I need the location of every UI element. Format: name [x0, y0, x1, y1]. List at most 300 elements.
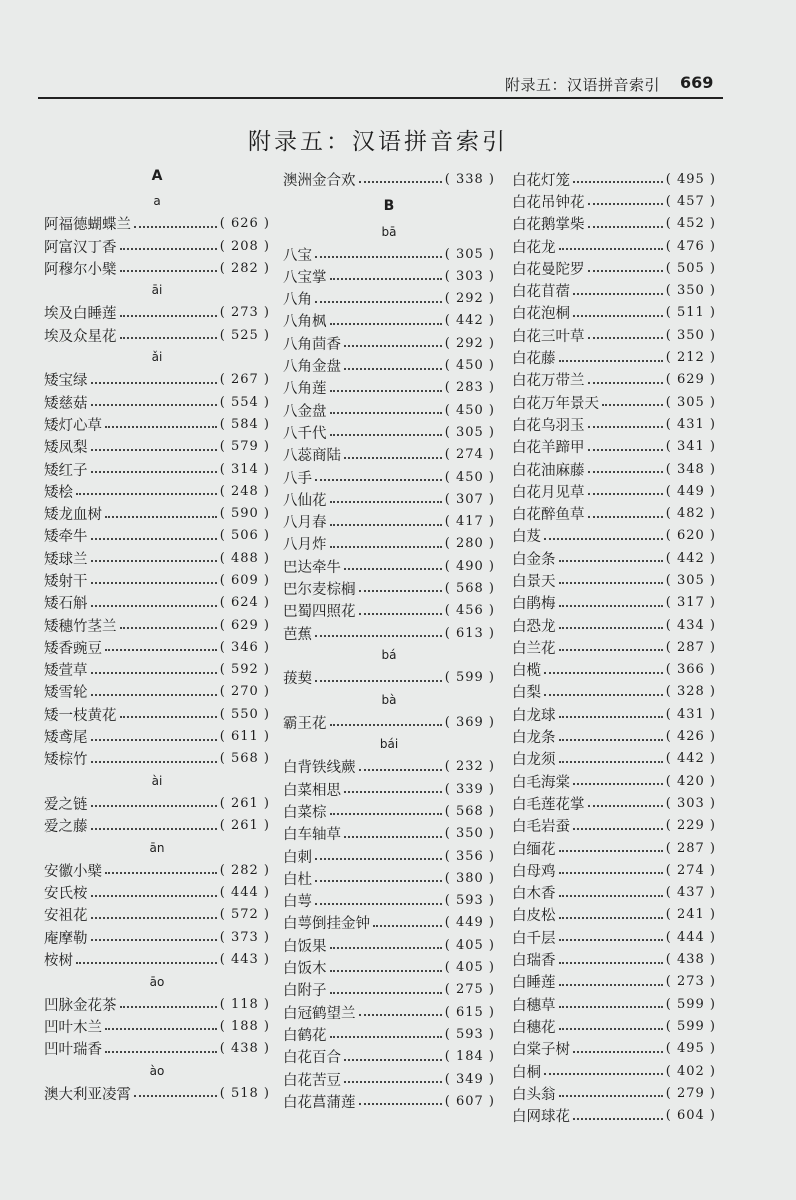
leader-dots [330, 724, 442, 726]
entry-page: ( 452 ) [665, 216, 716, 232]
leader-dots [559, 649, 663, 651]
leader-dots [76, 493, 217, 495]
entry-name: 八角茴香 [283, 336, 341, 353]
entry-page: ( 626 ) [219, 216, 270, 232]
entry-name: 白冠鹤望兰 [283, 1005, 356, 1022]
entry-name: 埃及白睡莲 [44, 306, 117, 323]
entry-name: 白瑞香 [512, 953, 556, 970]
index-entry [283, 354, 495, 376]
index-entry [44, 302, 270, 324]
leader-dots [330, 434, 442, 436]
entry-name: 白花菖蒲莲 [283, 1094, 356, 1111]
entry-name: 白萼 [283, 894, 312, 911]
entry-page: ( 305 ) [444, 424, 495, 440]
entry-name: 白饭果 [283, 938, 327, 955]
leader-dots [315, 680, 442, 682]
entry-name: 白穗花 [512, 1019, 556, 1036]
index-entry [44, 413, 270, 435]
index-entry [283, 332, 495, 354]
leader-dots [559, 939, 663, 941]
leader-dots [91, 560, 217, 562]
index-entry [283, 533, 495, 555]
leader-dots [559, 984, 663, 986]
entry-name: 白千层 [512, 930, 556, 947]
header-rule [38, 97, 723, 99]
entry-name: 白花藤 [512, 351, 556, 368]
entry-page: ( 273 ) [219, 305, 270, 321]
leader-dots [134, 226, 217, 228]
entry-page: ( 417 ) [444, 514, 495, 530]
leader-dots [588, 805, 663, 807]
leader-dots [373, 925, 442, 927]
entry-page: ( 613 ) [444, 625, 495, 641]
leader-dots [573, 181, 663, 183]
entry-page: ( 314 ) [219, 461, 270, 477]
leader-dots [330, 524, 442, 526]
index-entry [512, 235, 716, 257]
leader-dots [91, 605, 217, 607]
pinyin-heading: bā [381, 224, 397, 239]
entry-name: 白花鹅掌柴 [512, 217, 585, 234]
leader-dots [544, 1073, 663, 1075]
entry-name: 白车轴草 [283, 827, 341, 844]
entry-name: 矮射干 [44, 573, 88, 590]
entry-name: 菝葜 [283, 671, 312, 688]
entry-name: 八月春 [283, 515, 327, 532]
entry-name: 埃及众星花 [44, 328, 117, 345]
index-entry [283, 912, 495, 934]
section-letter: B [383, 198, 395, 215]
entry-page: ( 449 ) [665, 483, 716, 499]
leader-dots [105, 649, 217, 651]
leader-dots [559, 1028, 663, 1030]
leader-dots [559, 248, 663, 250]
leader-dots [344, 568, 442, 570]
leader-dots [588, 493, 663, 495]
entry-name: 白花灯笼 [512, 172, 570, 189]
entry-page: ( 568 ) [444, 580, 495, 596]
leader-dots [315, 880, 442, 882]
index-entry [283, 421, 495, 443]
entry-name: 安氏桉 [44, 886, 88, 903]
leader-dots [573, 783, 663, 785]
entry-name: 白花油麻藤 [512, 462, 585, 479]
index-entry [283, 466, 495, 488]
entry-page: ( 511 ) [665, 305, 716, 321]
index-entry [44, 436, 270, 458]
index-entry [44, 324, 270, 346]
index-entry [283, 600, 495, 622]
pinyin-heading: bái [379, 737, 399, 752]
entry-name: 白花苦豆 [283, 1072, 341, 1089]
pinyin-heading: a [153, 194, 161, 209]
entry-page: ( 579 ) [219, 439, 270, 455]
index-entry [512, 257, 716, 279]
index-entry [44, 703, 270, 725]
entry-name: 凹叶瑞香 [44, 1042, 102, 1059]
leader-dots [559, 761, 663, 763]
entry-name: 白花醉鱼草 [512, 507, 585, 524]
index-entry [44, 725, 270, 747]
entry-name: 白皮松 [512, 908, 556, 925]
entry-page: ( 292 ) [444, 291, 495, 307]
entry-page: ( 593 ) [444, 893, 495, 909]
entry-page: ( 568 ) [444, 803, 495, 819]
index-entry [44, 1038, 270, 1060]
index-entry [512, 547, 716, 569]
entry-name: 霸王花 [283, 715, 327, 732]
entry-name: 庵摩勒 [44, 930, 88, 947]
leader-dots [573, 828, 663, 830]
pinyin-heading: bà [381, 692, 397, 707]
index-entry [512, 1038, 716, 1060]
index-entry [512, 480, 716, 502]
entry-page: ( 620 ) [665, 528, 716, 544]
index-entry [44, 213, 270, 235]
entry-name: 白花万年景天 [512, 395, 599, 412]
index-entry [44, 458, 270, 480]
leader-dots [76, 962, 217, 964]
index-entry [512, 502, 716, 524]
index-entry [44, 636, 270, 658]
leader-dots [359, 590, 442, 592]
entry-page: ( 568 ) [219, 751, 270, 767]
entry-page: ( 303 ) [444, 268, 495, 284]
entry-name: 阿穆尔小檗 [44, 261, 117, 278]
index-entry [283, 265, 495, 287]
leader-dots [544, 538, 663, 540]
entry-page: ( 212 ) [665, 350, 716, 366]
entry-name: 矮牵牛 [44, 529, 88, 546]
entry-name: 爱之链 [44, 796, 88, 813]
entry-name: 白萼倒挂金钟 [283, 916, 370, 933]
leader-dots [330, 992, 442, 994]
index-entry [283, 711, 495, 733]
pinyin-heading: ān [149, 840, 165, 855]
index-entry [44, 480, 270, 502]
leader-dots [330, 546, 442, 548]
entry-page: ( 356 ) [444, 848, 495, 864]
entry-page: ( 280 ) [444, 536, 495, 552]
entry-page: ( 208 ) [219, 238, 270, 254]
entry-page: ( 506 ) [219, 528, 270, 544]
entry-page: ( 366 ) [665, 662, 716, 678]
leader-dots [91, 449, 217, 451]
index-entry [512, 770, 716, 792]
entry-name: 八角 [283, 292, 312, 309]
entry-name: 八角金盘 [283, 359, 341, 376]
index-entry [512, 436, 716, 458]
index-entry [512, 993, 716, 1015]
entry-name: 白鹃梅 [512, 596, 556, 613]
entry-name: 爱之藤 [44, 819, 88, 836]
index-column-3 [512, 160, 716, 1127]
entry-name: 安徽小檗 [44, 863, 102, 880]
entry-page: ( 444 ) [665, 929, 716, 945]
index-entry [512, 882, 716, 904]
leader-dots [588, 337, 663, 339]
entry-page: ( 438 ) [665, 952, 716, 968]
entry-page: ( 405 ) [444, 960, 495, 976]
entry-page: ( 188 ) [219, 1018, 270, 1034]
entry-name: 安祖花 [44, 908, 88, 925]
index-entry [512, 837, 716, 859]
entry-name: 白毛海棠 [512, 774, 570, 791]
leader-dots [91, 672, 217, 674]
entry-name: 矮香豌豆 [44, 640, 102, 657]
entry-name: 白花曼陀罗 [512, 261, 585, 278]
entry-name: 八角枫 [283, 314, 327, 331]
leader-dots [91, 917, 217, 919]
pinyin-heading: āo [149, 974, 165, 989]
entry-page: ( 431 ) [665, 416, 716, 432]
entry-page: ( 431 ) [665, 706, 716, 722]
index-entry [512, 815, 716, 837]
index-entry [512, 681, 716, 703]
entry-name: 白背铁线蕨 [283, 760, 356, 777]
entry-name: 凹叶木兰 [44, 1019, 102, 1036]
entry-page: ( 525 ) [219, 327, 270, 343]
entry-page: ( 275 ) [444, 982, 495, 998]
pinyin-heading: āi [151, 283, 163, 298]
leader-dots [134, 1095, 217, 1097]
index-entry [283, 488, 495, 510]
index-entry [512, 458, 716, 480]
entry-name: 芭蕉 [283, 626, 312, 643]
index-entry [283, 555, 495, 577]
leader-dots [91, 694, 217, 696]
entry-name: 矮慈菇 [44, 395, 88, 412]
leader-dots [91, 805, 217, 807]
leader-dots [344, 836, 442, 838]
index-column-1 [44, 160, 270, 1104]
leader-dots [559, 962, 663, 964]
entry-name: 白花百合 [283, 1050, 341, 1067]
leader-dots [559, 917, 663, 919]
leader-dots [559, 850, 663, 852]
entry-page: ( 599 ) [665, 1018, 716, 1034]
entry-name: 矮龙血树 [44, 507, 102, 524]
entry-name: 澳洲金合欢 [283, 172, 356, 189]
entry-page: ( 450 ) [444, 469, 495, 485]
index-entry [512, 168, 716, 190]
leader-dots [315, 903, 442, 905]
entry-page: ( 292 ) [444, 335, 495, 351]
entry-name: 白饭木 [283, 961, 327, 978]
entry-page: ( 118 ) [219, 996, 270, 1012]
entry-page: ( 420 ) [665, 773, 716, 789]
pinyin-heading: ài [151, 774, 163, 789]
entry-name: 八角莲 [283, 381, 327, 398]
index-entry [44, 926, 270, 948]
leader-dots [559, 895, 663, 897]
section-letter: A [151, 168, 163, 184]
leader-dots [91, 828, 217, 830]
entry-name: 白母鸡 [512, 863, 556, 880]
index-entry [44, 748, 270, 770]
entry-page: ( 270 ) [219, 684, 270, 700]
index-entry [44, 904, 270, 926]
index-entry [283, 168, 495, 190]
leader-dots [344, 1081, 442, 1083]
index-entry [283, 1046, 495, 1068]
leader-dots [330, 323, 442, 325]
index-entry [44, 659, 270, 681]
leader-dots [105, 426, 217, 428]
leader-dots [91, 471, 217, 473]
index-entry [512, 859, 716, 881]
index-entry [512, 279, 716, 301]
index-entry [512, 346, 716, 368]
index-entry [283, 890, 495, 912]
leader-dots [315, 256, 442, 258]
entry-name: 白头翁 [512, 1086, 556, 1103]
entry-name: 白杜 [283, 871, 312, 888]
index-entry [512, 725, 716, 747]
entry-page: ( 442 ) [444, 313, 495, 329]
index-entry [283, 979, 495, 1001]
entry-name: 桉树 [44, 953, 73, 970]
entry-page: ( 482 ) [665, 506, 716, 522]
entry-name: 白花乌羽玉 [512, 417, 585, 434]
entry-name: 白芨 [512, 529, 541, 546]
index-entry [283, 1068, 495, 1090]
leader-dots [315, 635, 442, 637]
entry-name: 白花万带兰 [512, 373, 585, 390]
leader-dots [330, 947, 442, 949]
leader-dots [344, 368, 442, 370]
index-entry [283, 667, 495, 689]
entry-page: ( 615 ) [444, 1004, 495, 1020]
leader-dots [573, 293, 663, 295]
entry-name: 矮雪轮 [44, 685, 88, 702]
entry-page: ( 248 ) [219, 483, 270, 499]
leader-dots [559, 582, 663, 584]
index-entry [283, 800, 495, 822]
index-entry [44, 592, 270, 614]
entry-page: ( 476 ) [665, 238, 716, 254]
entry-name: 白景天 [512, 573, 556, 590]
index-entry [283, 845, 495, 867]
entry-page: ( 449 ) [444, 915, 495, 931]
entry-name: 矮萱草 [44, 663, 88, 680]
leader-dots [344, 345, 442, 347]
entry-page: ( 438 ) [219, 1041, 270, 1057]
index-entry [283, 399, 495, 421]
entry-page: ( 350 ) [665, 327, 716, 343]
index-entry [44, 569, 270, 591]
index-entry [44, 993, 270, 1015]
entry-page: ( 426 ) [665, 729, 716, 745]
leader-dots [602, 404, 663, 406]
entry-name: 白花龙 [512, 239, 556, 256]
leader-dots [105, 1051, 217, 1053]
index-entry [512, 748, 716, 770]
leader-dots [120, 1006, 217, 1008]
entry-name: 白棠子树 [512, 1042, 570, 1059]
entry-page: ( 282 ) [219, 862, 270, 878]
index-entry [283, 1001, 495, 1023]
entry-name: 白刺 [283, 849, 312, 866]
running-head: 附录五：汉语拼音索引 [505, 76, 661, 94]
entry-page: ( 629 ) [219, 617, 270, 633]
entry-page: ( 274 ) [665, 862, 716, 878]
entry-name: 矮桧 [44, 484, 73, 501]
entry-page: ( 456 ) [444, 603, 495, 619]
entry-page: ( 274 ) [444, 447, 495, 463]
entry-page: ( 261 ) [219, 818, 270, 834]
entry-page: ( 380 ) [444, 870, 495, 886]
entry-name: 白龙条 [512, 730, 556, 747]
index-entry [44, 948, 270, 970]
entry-name: 白花苜蓿 [512, 284, 570, 301]
entry-name: 矮凤梨 [44, 440, 88, 457]
entry-name: 白金条 [512, 551, 556, 568]
leader-dots [588, 382, 663, 384]
entry-page: ( 349 ) [444, 1071, 495, 1087]
leader-dots [573, 1051, 663, 1053]
leader-dots [120, 716, 217, 718]
entry-page: ( 273 ) [665, 974, 716, 990]
index-entry [283, 444, 495, 466]
entry-name: 白网球花 [512, 1109, 570, 1126]
entry-name: 阿福德蝴蝶兰 [44, 217, 131, 234]
entry-page: ( 457 ) [665, 193, 716, 209]
index-entry [512, 703, 716, 725]
entry-page: ( 599 ) [444, 670, 495, 686]
leader-dots [559, 560, 663, 562]
leader-dots [559, 605, 663, 607]
leader-dots [120, 315, 217, 317]
entry-name: 凹脉金花茶 [44, 997, 117, 1014]
index-entry [283, 287, 495, 309]
entry-page: ( 495 ) [665, 171, 716, 187]
index-entry [44, 369, 270, 391]
entry-name: 八蕊商陆 [283, 448, 341, 465]
entry-page: ( 307 ) [444, 491, 495, 507]
entry-page: ( 488 ) [219, 550, 270, 566]
entry-page: ( 338 ) [444, 171, 495, 187]
entry-page: ( 550 ) [219, 706, 270, 722]
leader-dots [330, 390, 442, 392]
entry-page: ( 287 ) [665, 639, 716, 655]
index-entry [283, 1023, 495, 1045]
entry-page: ( 629 ) [665, 372, 716, 388]
index-entry [44, 792, 270, 814]
entry-page: ( 305 ) [444, 246, 495, 262]
index-column-2 [283, 160, 495, 1112]
entry-name: 矮棕竹 [44, 752, 88, 769]
entry-page: ( 232 ) [444, 759, 495, 775]
leader-dots [91, 739, 217, 741]
index-entry [283, 377, 495, 399]
entry-name: 八金盘 [283, 403, 327, 420]
leader-dots [120, 627, 217, 629]
entry-page: ( 442 ) [665, 550, 716, 566]
entry-name: 矮宝绿 [44, 373, 88, 390]
entry-name: 白菜棕 [283, 804, 327, 821]
index-entry [512, 302, 716, 324]
index-entry [512, 1060, 716, 1082]
leader-dots [588, 449, 663, 451]
leader-dots [315, 301, 442, 303]
index-entry [44, 614, 270, 636]
leader-dots [344, 1059, 442, 1061]
index-entry [44, 257, 270, 279]
entry-page: ( 450 ) [444, 402, 495, 418]
index-entry [283, 577, 495, 599]
entry-page: ( 444 ) [219, 885, 270, 901]
